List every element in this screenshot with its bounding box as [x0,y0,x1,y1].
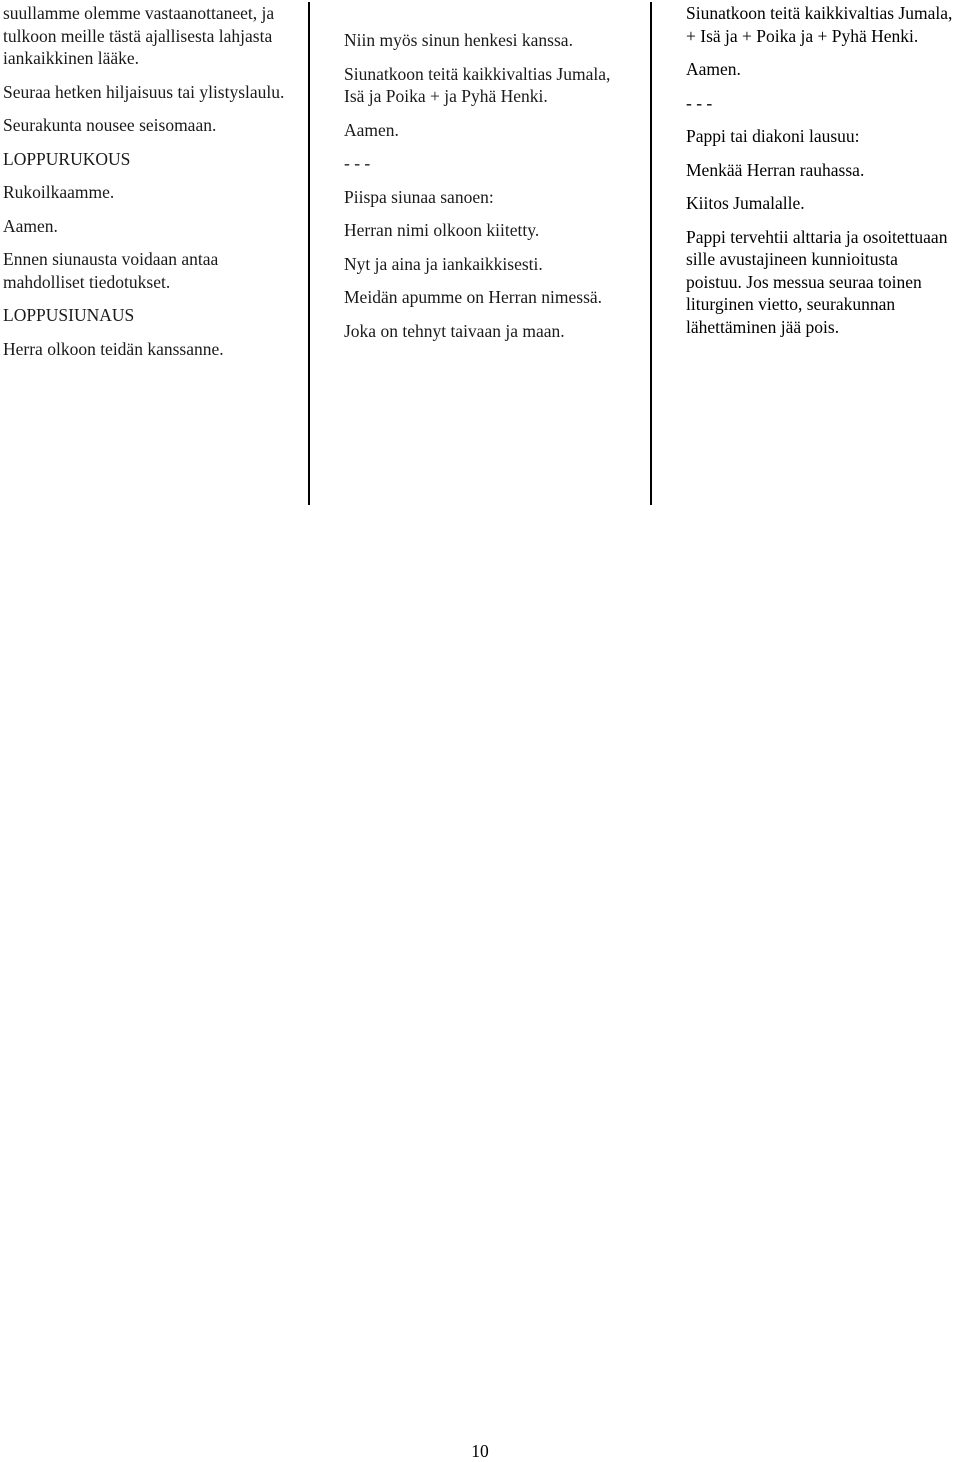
paragraph: Aamen. [344,119,399,140]
paragraph: Herra olkoon teidän kanssanne. [3,338,224,359]
paragraph: Kiitos Jumalalle. [686,193,805,213]
paragraph: Rukoilkaamme. [3,182,115,202]
paragraph: Siunatkoon teitä kaikkivaltias Jumala, Isä ja Poika + ja Pyhä Henki. [344,63,611,106]
paragraph: Niin myös sinun henkesi kanssa. [344,30,573,50]
paragraph: Aamen. [3,215,58,236]
column-middle [344,29,634,353]
paragraph: Meidän apumme on Herran nimessä. [344,287,603,307]
paragraph: Menkää Herran rauhassa. [686,159,865,180]
column-divider [650,2,652,505]
paragraph: Pappi tervehtii alttaria ja osoitettuaan sille avustajineen kunnioitusta poistuu. Jos messua seuraa toinen liturginen vietto, seurakunnan lähettäminen jää pois. [686,226,948,337]
paragraph: Nyt ja aina ja iankaikkisesti. [344,253,543,274]
paragraph: Aamen. [686,59,741,79]
separator-text: - - - [686,92,713,113]
paragraph: Siunatkoon teitä kaikkivaltias Jumala, + Isä ja + Poika ja + Pyhä Henki. [686,3,953,46]
paragraph: Joka on tehnyt taivaan ja maan. [344,320,565,341]
column-divider [308,2,310,505]
paragraph: Ennen siunausta voidaan antaa mahdolliset tiedotukset. [3,249,219,292]
section-heading: LOPPUSIUNAUS [3,305,135,325]
page-number: 10 [471,1441,489,1461]
paragraph: Seuraa hetken hiljaisuus tai ylistyslaulu. [3,81,285,102]
separator-text: - - - [344,153,371,173]
paragraph: suullamme olemme vastaanottaneet, ja tulkoon meille tästä ajallisesta lahjasta iankaikkinen lääke. [3,3,275,68]
section-heading: LOPPURUKOUS [3,148,131,169]
paragraph: Pappi tai diakoni lausuu: [686,126,860,146]
paragraph: Seurakunta nousee seisomaan. [3,115,217,135]
column-right [686,2,958,349]
paragraph: Piispa siunaa sanoen: [344,186,494,207]
paragraph: Herran nimi olkoon kiitetty. [344,220,540,240]
column-left [3,2,303,371]
